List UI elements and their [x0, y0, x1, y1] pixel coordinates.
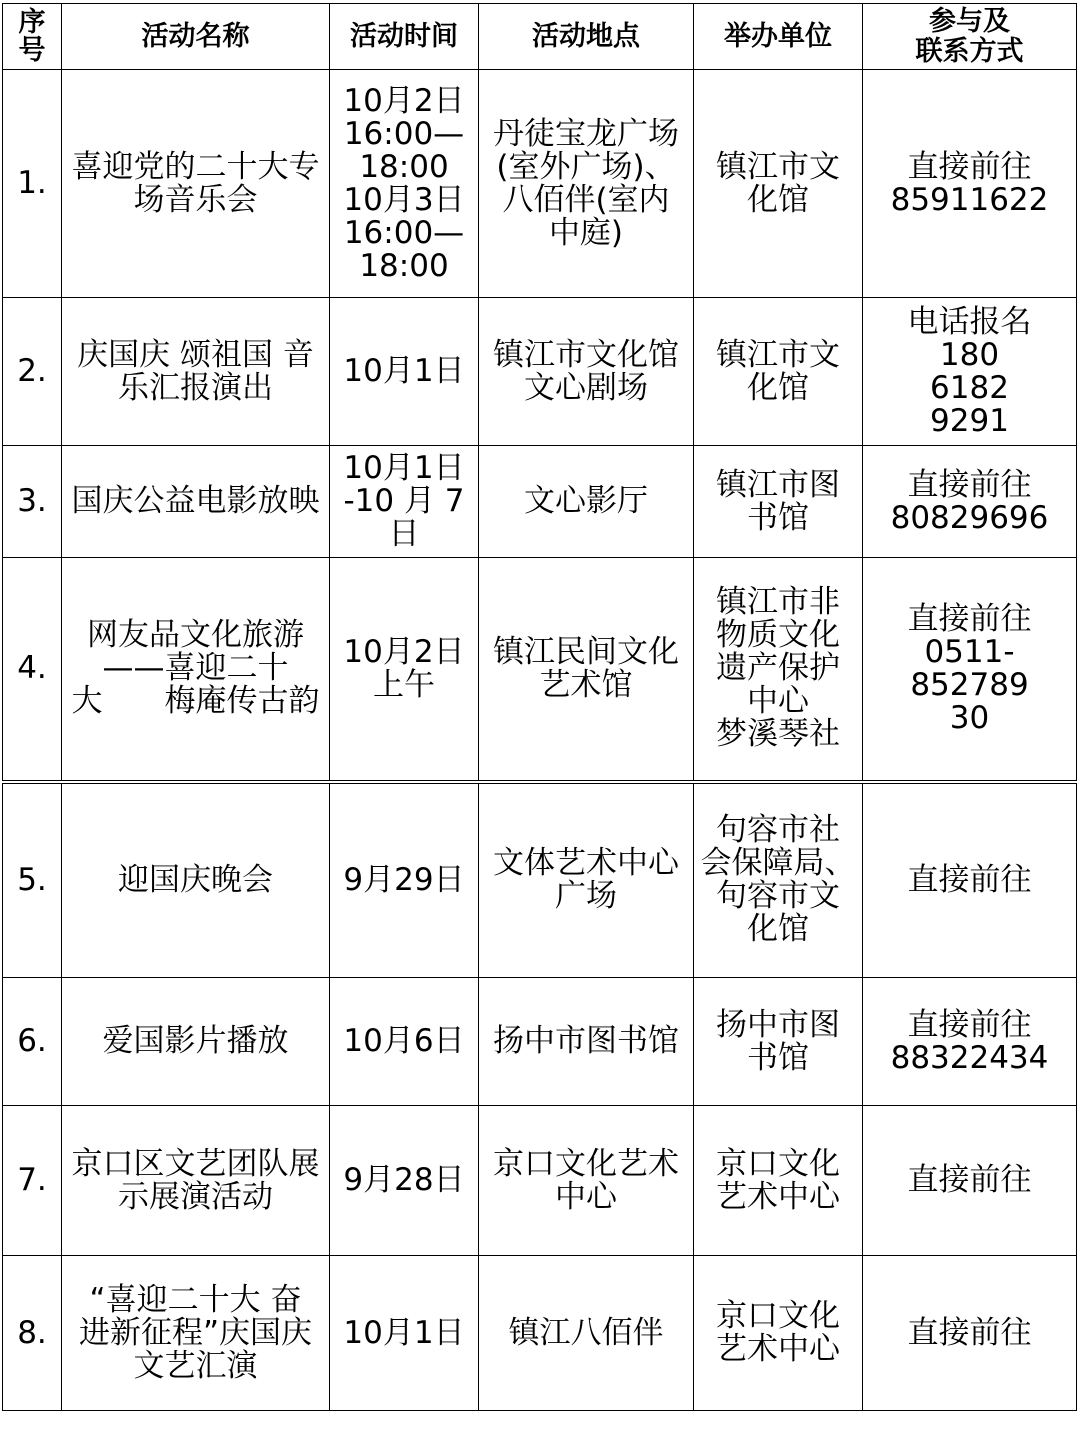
row-organizer: 句容市社 会保障局、 句容市文 化馆: [694, 782, 863, 978]
row-num: 2.: [3, 298, 62, 446]
row-contact: 直接前往 0511-852789 30: [863, 558, 1077, 782]
row-num: 8.: [3, 1256, 62, 1411]
row-contact: 电话报名 180 6182 9291: [863, 298, 1077, 446]
row-name: 京口区文艺团队展 示展演活动: [62, 1106, 330, 1256]
row-organizer: 京口文化 艺术中心: [694, 1106, 863, 1256]
row-place: 镇江八佰伴: [479, 1256, 694, 1411]
header-time: 活动时间: [330, 4, 479, 70]
header-num: 序 号: [3, 4, 62, 70]
row-name: 喜迎党的二十大专 场音乐会: [62, 70, 330, 298]
row-place: 丹徒宝龙广场 (室外广场)、 八佰伴(室内 中庭): [479, 70, 694, 298]
row-organizer: 镇江市文 化馆: [694, 70, 863, 298]
events-table: [2, 3, 1077, 1411]
table-row: [3, 978, 1077, 1106]
row-num: 7.: [3, 1106, 62, 1256]
row-time: 10月1日 -10 月 7 日: [330, 446, 479, 558]
row-time: 10月2日 16:00— 18:00 10月3日 16:00— 18:00: [330, 70, 479, 298]
table-row: [3, 782, 1077, 978]
row-place: 文心影厅: [479, 446, 694, 558]
table-row: [3, 558, 1077, 782]
table-row: [3, 70, 1077, 298]
row-place: 镇江民间文化 艺术馆: [479, 558, 694, 782]
row-organizer: 京口文化 艺术中心: [694, 1256, 863, 1411]
table-row: [3, 1256, 1077, 1411]
row-place: 镇江市文化馆 文心剧场: [479, 298, 694, 446]
row-time: 10月2日 上午: [330, 558, 479, 782]
row-organizer: 镇江市非 物质文化 遗产保护 中心 梦溪琴社: [694, 558, 863, 782]
row-name: 庆国庆 颂祖国 音 乐汇报演出: [62, 298, 330, 446]
row-organizer: 镇江市文 化馆: [694, 298, 863, 446]
header-organizer: 举办单位: [694, 4, 863, 70]
header-name: 活动名称: [62, 4, 330, 70]
table-row: [3, 1106, 1077, 1256]
table-row: [3, 446, 1077, 558]
row-organizer: 镇江市图 书馆: [694, 446, 863, 558]
row-name: 爱国影片播放: [62, 978, 330, 1106]
row-time: 9月29日: [330, 782, 479, 978]
row-contact: 直接前往 80829696: [863, 446, 1077, 558]
header-row: [3, 4, 1077, 70]
row-organizer: 扬中市图 书馆: [694, 978, 863, 1106]
row-name: 国庆公益电影放映: [62, 446, 330, 558]
header-contact: 参与及 联系方式: [863, 4, 1077, 70]
header-place: 活动地点: [479, 4, 694, 70]
row-num: 4.: [3, 558, 62, 782]
row-num: 1.: [3, 70, 62, 298]
row-name: 网友品文化旅游 ——喜迎二十 大 梅庵传古韵: [62, 558, 330, 782]
row-contact: 直接前往 88322434: [863, 978, 1077, 1106]
row-num: 6.: [3, 978, 62, 1106]
row-time: 9月28日: [330, 1106, 479, 1256]
row-contact: 直接前往: [863, 1256, 1077, 1411]
row-place: 扬中市图书馆: [479, 978, 694, 1106]
table-row: [3, 298, 1077, 446]
row-place: 文体艺术中心 广场: [479, 782, 694, 978]
row-num: 3.: [3, 446, 62, 558]
row-name: 迎国庆晚会: [62, 782, 330, 978]
row-time: 10月1日: [330, 1256, 479, 1411]
row-contact: 直接前往 85911622: [863, 70, 1077, 298]
row-num: 5.: [3, 782, 62, 978]
row-contact: 直接前往: [863, 782, 1077, 978]
row-name: “喜迎二十大 奋 进新征程”庆国庆 文艺汇演: [62, 1256, 330, 1411]
row-contact: 直接前往: [863, 1106, 1077, 1256]
row-time: 10月6日: [330, 978, 479, 1106]
row-place: 京口文化艺术 中心: [479, 1106, 694, 1256]
row-time: 10月1日: [330, 298, 479, 446]
